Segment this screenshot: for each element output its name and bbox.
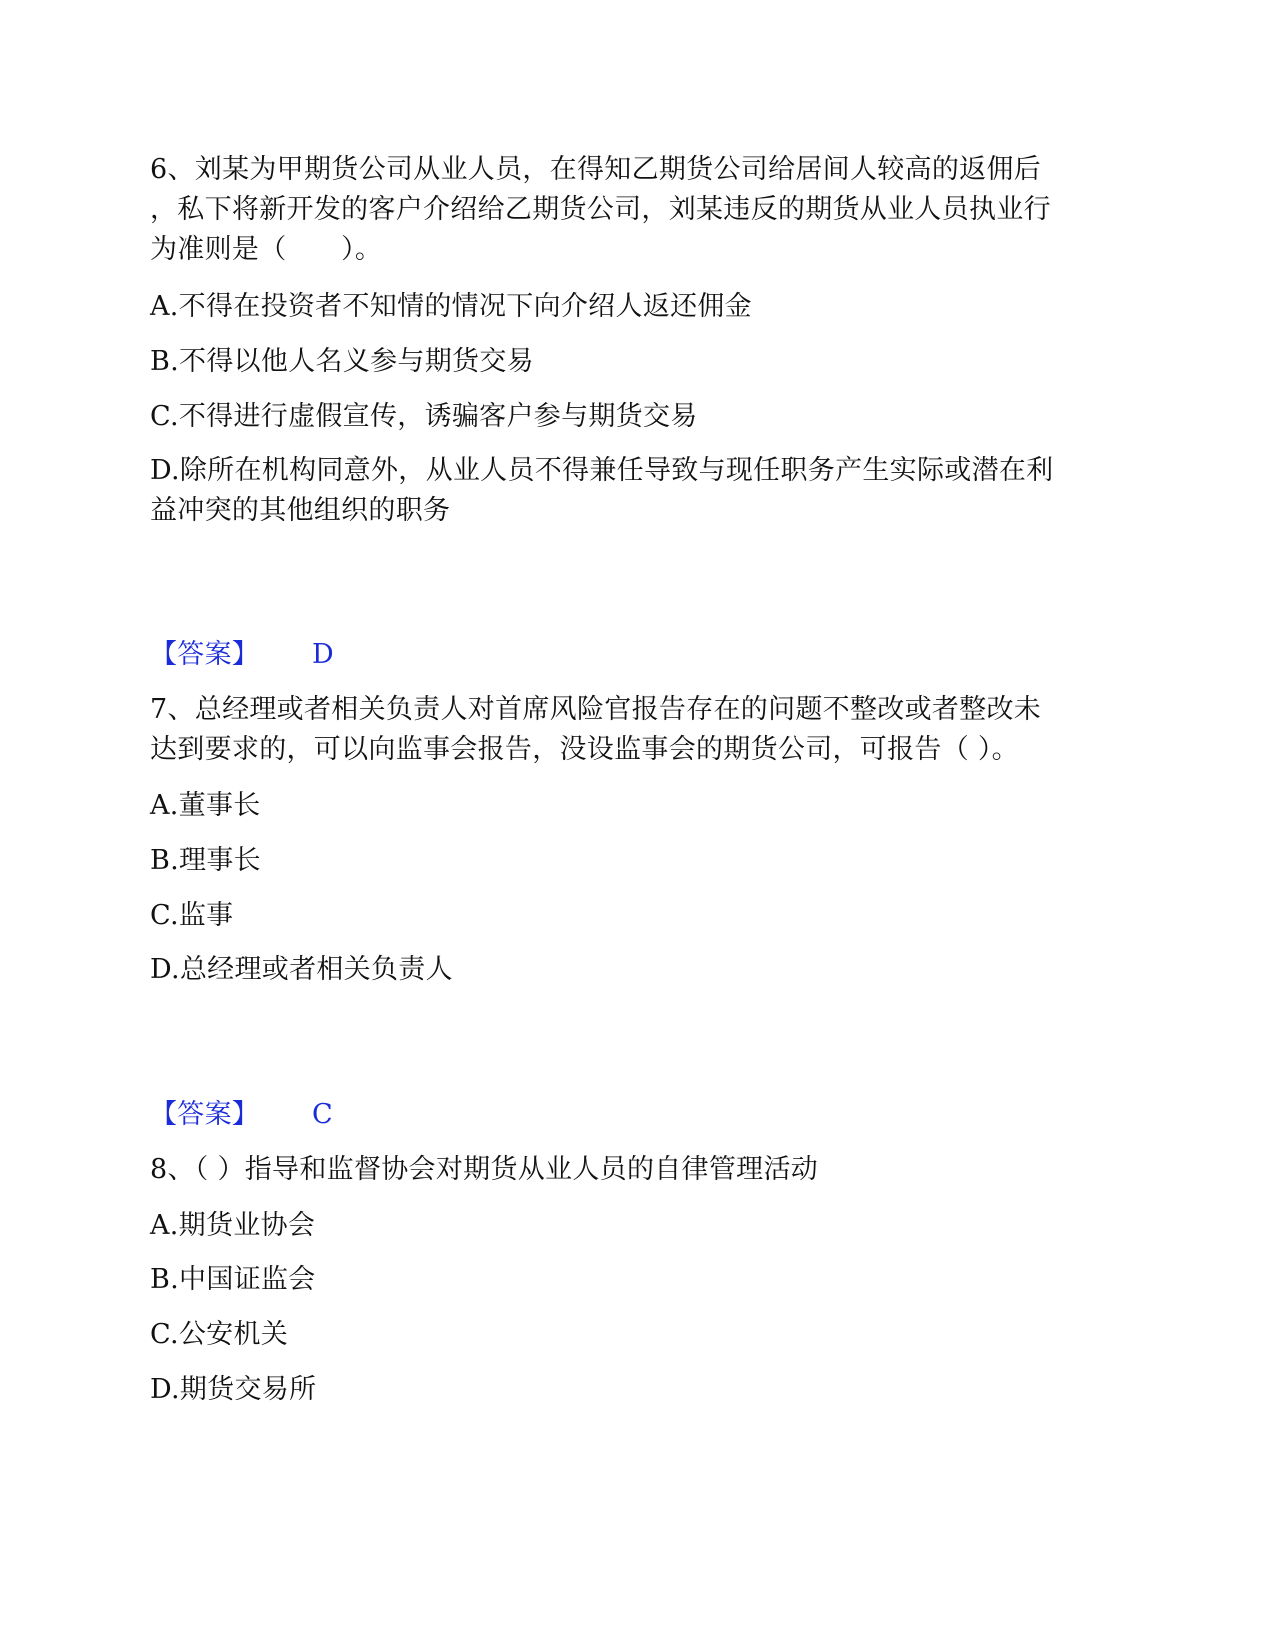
question-7-option-b: B.理事长 bbox=[150, 845, 261, 876]
question-6-answer bbox=[150, 635, 334, 675]
question-8-option-d: D.期货交易所 bbox=[150, 1374, 317, 1405]
question-6-option-a: A.不得在投资者不知情的情况下向介绍人返还佣金 bbox=[150, 291, 752, 322]
question-6-option-b: B.不得以他人名义参与期货交易 bbox=[150, 346, 534, 377]
question-7-option-a: A.董事长 bbox=[150, 790, 261, 821]
question-6-option-d-line-2: 益冲突的其他组织的职务 bbox=[150, 495, 451, 526]
question-7-answer bbox=[150, 1095, 333, 1135]
question-6-option-c: C.不得进行虚假宣传，诱骗客户参与期货交易 bbox=[150, 401, 698, 432]
question-8-option-a: A.期货业协会 bbox=[150, 1210, 316, 1241]
answer-value: D bbox=[312, 639, 334, 670]
question-8-option-c: C.公安机关 bbox=[150, 1319, 289, 1350]
answer-label: 【答案】 bbox=[150, 639, 260, 670]
question-6-stem-line-2: ，私下将新开发的客户介绍给乙期货公司，刘某违反的期货从业人员执业行 bbox=[150, 194, 1051, 225]
question-6-stem-line-3: 为准则是（ ）。 bbox=[150, 234, 383, 265]
answer-value: C bbox=[312, 1099, 333, 1130]
question-6-stem-line-1: 6、刘某为甲期货公司从业人员，在得知乙期货公司给居间人较高的返佣后 bbox=[150, 154, 1042, 185]
question-8-option-b: B.中国证监会 bbox=[150, 1264, 316, 1295]
question-8-stem: 8、（ ）指导和监督协会对期货从业人员的自律管理活动 bbox=[150, 1154, 819, 1185]
answer-label: 【答案】 bbox=[150, 1099, 260, 1130]
question-7-option-d: D.总经理或者相关负责人 bbox=[150, 954, 453, 985]
question-6-option-d-line-1: D.除所在机构同意外，从业人员不得兼任导致与现任职务产生实际或潜在利 bbox=[150, 455, 1054, 486]
question-7-stem-line-2: 达到要求的，可以向监事会报告，没设监事会的期货公司，可报告（ ）。 bbox=[150, 734, 1019, 765]
question-7-option-c: C.监事 bbox=[150, 900, 234, 931]
question-7-stem-line-1: 7、总经理或者相关负责人对首席风险官报告存在的问题不整改或者整改未 bbox=[150, 694, 1042, 725]
